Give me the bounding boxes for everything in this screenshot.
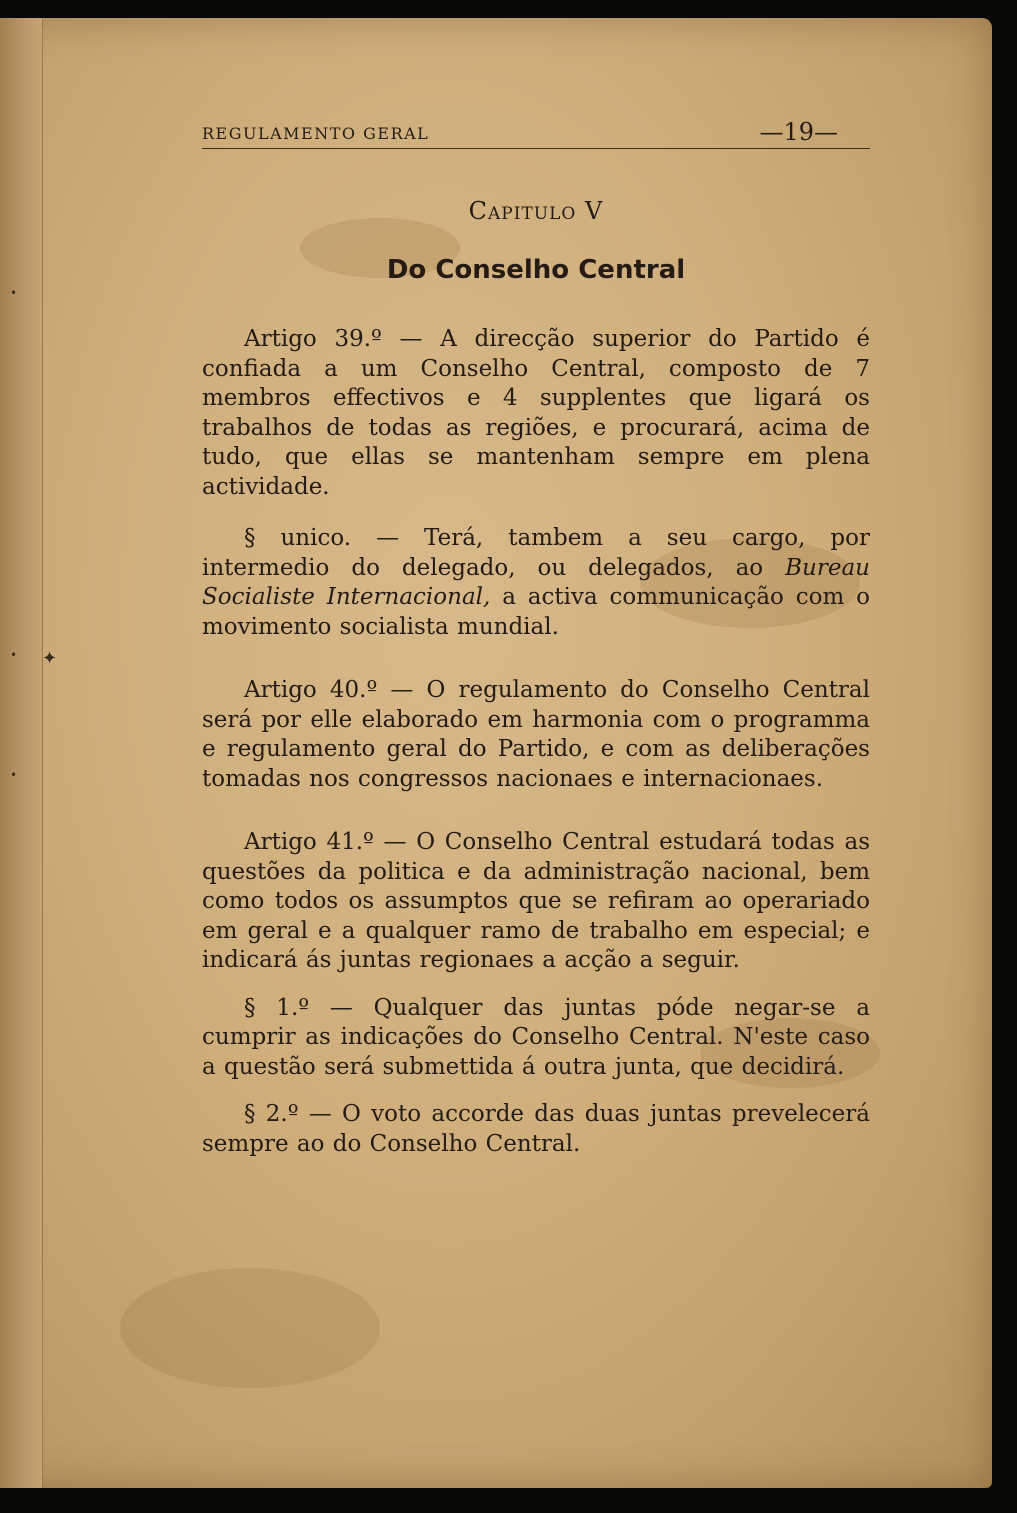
page-number: —19— [759, 118, 838, 146]
chapter-heading: Capitulo V [468, 197, 604, 225]
article-39: Artigo 39.º — A direcção superior do Partido é confiada a um Conselho Central, composto de 7 membros effectivos e 4 supplentes que ligará os trabalhos de todas as regiões, e procurará, acima de tudo, que ellas se mantenham sempre em plena actividade. [202, 326, 870, 500]
article-41-paragraph-2: § 2.º — O voto accorde das duas juntas prevelecerá sempre ao do Conselho Central. [202, 1101, 870, 1157]
paper-stain [120, 1268, 380, 1388]
article-41-paragraph-1: § 1.º — Qualquer das juntas póde negar-se a cumprir as indicações do Conselho Central. N'este caso a questão será submettida á outra junta, que decidirá. [202, 994, 870, 1080]
book-spine [0, 18, 43, 1488]
article-41: Artigo 41.º — O Conselho Central estudará todas as questões da politica e da administração nacional, bem como todos os assumptos que se refiram ao operariado em geral e a qualquer ramo de trabalho em especial; e indicará ás juntas regionaes a acção a seguir. [202, 829, 870, 973]
margin-ink-mark: ✦ [42, 648, 58, 669]
margin-dot: • [10, 286, 18, 300]
margin-dot: • [10, 648, 18, 662]
page-text [202, 118, 870, 1159]
bureau-name: Bureau Socialiste Internacional, [202, 554, 870, 610]
p2-text-start: § unico. — Terá, tambem a seu cargo, por intermedio do delegado, ou delegados, ao [202, 525, 870, 581]
article-40: Artigo 40.º — O regulamento do Conselho Central será por elle elaborado em harmonia com o programma e regulamento geral do Partido, e com as deliberações tomadas nos congressos nacionaes e internacionaes. [202, 677, 870, 792]
running-title: REGULAMENTO GERAL [202, 124, 430, 143]
running-header [202, 118, 870, 149]
chapter-title: Do Conselho Central [386, 255, 686, 285]
p2-text-end: a activa communicação com o movimento socialista mundial. [202, 584, 870, 640]
margin-dot: • [10, 768, 18, 782]
article-39-single-paragraph [202, 524, 870, 642]
